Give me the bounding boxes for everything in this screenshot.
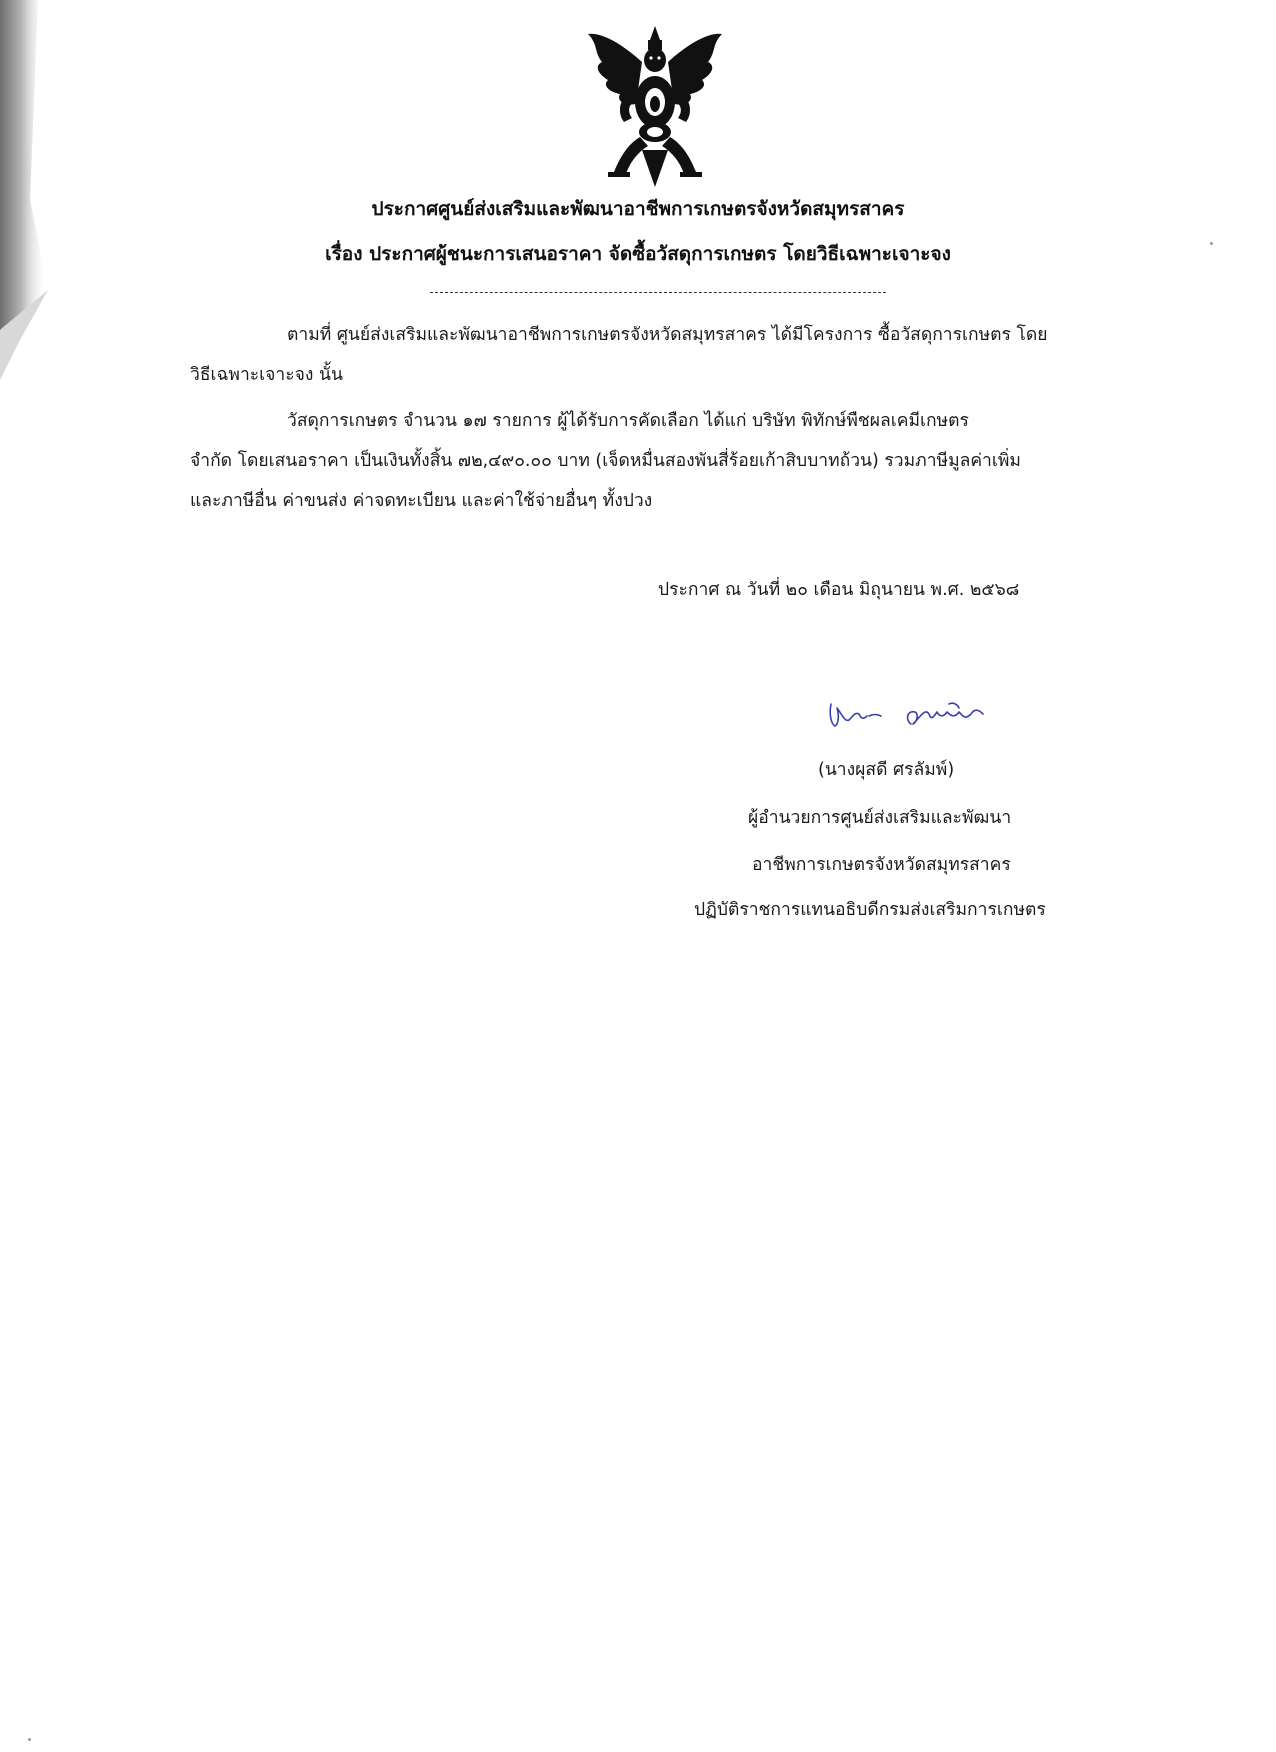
- announcement-date: ประกาศ ณ วันที่ ๒๐ เดือน มิถุนายน พ.ศ. ๒๕๖๘: [658, 580, 1020, 600]
- paragraph-2-line-1: วัสดุการเกษตร จำนวน ๑๗ รายการ ผู้ได้รับการคัดเลือก ได้แก่ บริษัท พิทักษ์พืชผลเคมีเกษตร: [287, 411, 969, 431]
- signatory-position-line-3: ปฏิบัติราชการแทนอธิบดีกรมส่งเสริมการเกษตร: [694, 900, 1046, 920]
- paragraph-1-line-2: วิธีเฉพาะเจาะจง นั้น: [190, 365, 343, 385]
- handwritten-signature: [825, 694, 1005, 734]
- signatory-name: (นางผุสดี ศรลัมพ์): [818, 760, 955, 780]
- signatory-position-line-1: ผู้อำนวยการศูนย์ส่งเสริมและพัฒนา: [748, 808, 1012, 828]
- title-separator: [430, 292, 886, 293]
- scan-speck: [1210, 242, 1213, 245]
- garuda-emblem-icon: [580, 22, 730, 192]
- paragraph-1-line-1: ตามที่ ศูนย์ส่งเสริมและพัฒนาอาชีพการเกษตรจังหวัดสมุทรสาคร ได้มีโครงการ ซื้อวัสดุการเกษตร โดย: [287, 325, 1048, 345]
- scan-speck: [28, 1738, 31, 1741]
- announcement-subject: เรื่อง ประกาศผู้ชนะการเสนอราคา จัดซื้อวัสดุการเกษตร โดยวิธีเฉพาะเจาะจง: [325, 243, 951, 265]
- announcement-title: ประกาศศูนย์ส่งเสริมและพัฒนาอาชีพการเกษตรจังหวัดสมุทรสาคร: [371, 198, 905, 220]
- signatory-position-line-2: อาชีพการเกษตรจังหวัดสมุทรสาคร: [752, 855, 1011, 875]
- paragraph-2-line-3: และภาษีอื่น ค่าขนส่ง ค่าจดทะเบียน และค่าใช้จ่ายอื่นๆ ทั้งปวง: [190, 491, 653, 511]
- paragraph-2-line-2: จำกัด โดยเสนอราคา เป็นเงินทั้งสิ้น ๗๒,๔๙๐.๐๐ บาท (เจ็ดหมื่นสองพันสี่ร้อยเก้าสิบบาทถ้วน) รวมภาษีมูลค่าเพิ่ม: [190, 451, 1021, 471]
